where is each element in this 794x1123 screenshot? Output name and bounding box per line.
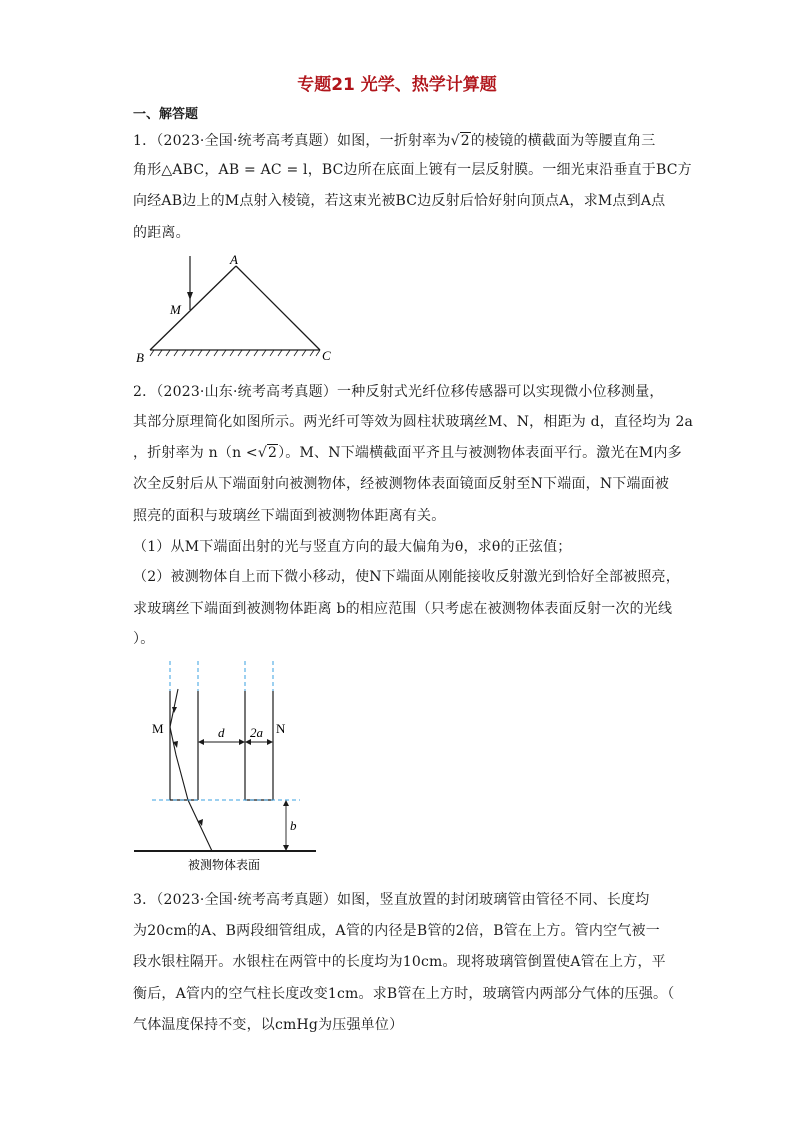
sqrt-2: √2 <box>450 133 470 149</box>
label-b: B <box>136 350 144 365</box>
laser-path <box>170 689 212 851</box>
q2-line-4: 次全反射后从下端面射向被测物体，经被测物体表面镜面反射至N下端面，N下端面被 <box>133 476 670 492</box>
label-d: d <box>218 725 225 740</box>
fiber-dashed-extensions <box>170 661 273 691</box>
a-arrow-right <box>267 739 273 745</box>
side-ab <box>150 266 236 350</box>
q2-line-1: 2．（2023·山东·统考高考真题）一种反射式光纤位移传感器可以实现微小位移测量， <box>133 384 664 400</box>
q1-text: 1．（2023·全国·统考高考真题）如图，一折射率为 <box>133 133 451 149</box>
section-heading: 一、解答题 <box>133 107 199 122</box>
page-title: 专题21 光学、热学计算题 <box>297 75 497 95</box>
q3-line-1: 3．（2023·全国·统考高考真题）如图，竖直放置的封闭玻璃管由管径不同、长度均 <box>133 892 650 908</box>
q2-line-5: 照亮的面积与玻璃丝下端面到被测物体距离有关。 <box>133 508 446 524</box>
q2-part-2a: （2）被测物体自上而下微小移动，使N下端面从刚能接收反射激光到恰好全部被照亮， <box>133 569 680 585</box>
q2-line-3 <box>133 442 682 462</box>
q1-line-3: 向经AB边上的M点射入棱镜，若这束光被BC边反射后恰好射向顶点A，求M点到A点 <box>133 193 666 209</box>
label-2a: 2a <box>250 725 263 740</box>
q1-line-4: 的距离。 <box>133 225 190 241</box>
q2-line-2: 其部分原理简化如图所示。两光纤可等效为圆柱状玻璃丝M、N，相距为 d，直径均为 2a <box>133 414 694 430</box>
q3-line-4: 衡后，A管内的空气柱长度改变1cm。求B管在上方时，玻璃管内两部分气体的压强。（ <box>133 986 675 1002</box>
side-ac <box>236 266 320 350</box>
ray-arrowhead <box>187 292 193 300</box>
q1-text-cont: 的棱镜的横截面为等腰直角三 <box>470 133 656 149</box>
fiber-sensor-diagram <box>130 655 330 875</box>
label-a: A <box>230 252 238 267</box>
q1-line-1 <box>133 130 655 150</box>
q2-part-2b: 求玻璃丝下端面到被测物体距离 b的相应范围（只考虑在被测物体表面反射一次的光线 <box>133 601 673 617</box>
d-arrow-right <box>239 739 245 745</box>
label-n: N <box>276 721 286 736</box>
q3-line-3: 段水银柱隔开。水银柱在两管中的长度均为10cm。现将玻璃管倒置使A管在上方，平 <box>133 954 666 970</box>
surface-caption: 被测物体表面 <box>188 858 261 872</box>
fiber-n <box>245 691 273 800</box>
reflective-film-hatching <box>150 350 320 356</box>
sqrt-2: √2 <box>257 445 278 461</box>
q2-part-1: （1）从M下端面出射的光与竖直方向的最大偏角为θ，求θ的正弦值； <box>133 539 572 555</box>
b-arrow-top <box>283 800 289 806</box>
label-m: M <box>152 721 164 736</box>
label-c: C <box>322 348 331 363</box>
q3-line-2: 为20cm的A、B两段细管组成，A管的内径是B管的2倍，B管在上方。管内空气被一 <box>133 923 660 939</box>
prism-diagram <box>130 250 350 370</box>
d-arrow-left <box>198 739 204 745</box>
q3-line-5: 气体温度保持不变，以cmHg为压强单位） <box>133 1017 404 1033</box>
q2-text-cont: ）。M、N下端横截面平齐且与被测物体表面平行。激光在M内多 <box>278 445 682 461</box>
q2-part-2c: ）。 <box>133 631 155 647</box>
q1-line-2: 角形△ABC，AB = AC = l，BC边所在底面上镀有一层反射膜。一细光束沿垂直于BC方 <box>133 162 692 178</box>
q2-text: ，折射率为 n（n < <box>133 445 258 461</box>
label-m: M <box>170 302 181 317</box>
label-b: b <box>290 818 297 833</box>
